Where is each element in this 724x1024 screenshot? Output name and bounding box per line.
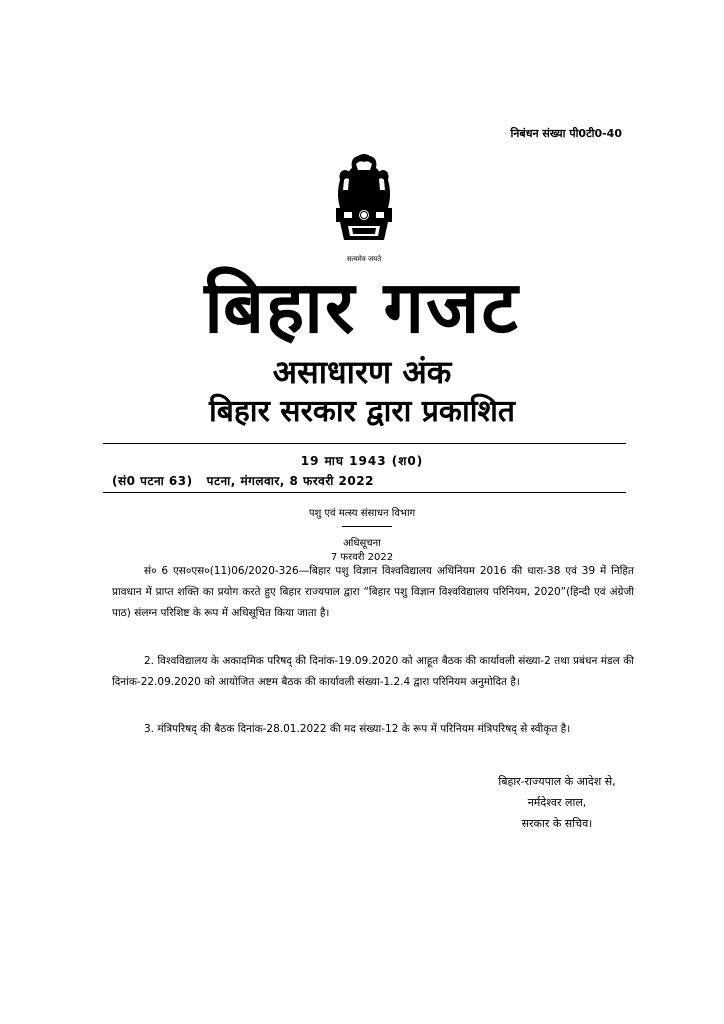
emblem-motto: सत्यमेव जयते (346, 255, 382, 263)
national-emblem (322, 150, 406, 270)
short-divider (342, 526, 392, 527)
lion-capital-icon (322, 150, 406, 258)
issue-number: (सं0 पटना 63) (112, 474, 193, 488)
signature-authority: बिहार-राज्यपाल के आदेश से, (498, 775, 616, 788)
issue-line (112, 472, 388, 489)
gazette-title: बिहार गजट (204, 265, 520, 349)
place-date: पटना, मंगलवार, 8 फरवरी 2022 (206, 474, 374, 488)
divider-top (103, 443, 626, 444)
department-name: पशु एवं मत्स्य संसाधन विभाग (308, 508, 416, 519)
signatory-name: नर्मदेश्वर लाल, (527, 796, 587, 809)
notice-date: 7 फरवरी 2022 (330, 552, 394, 563)
gazette-subtitle: असाधारण अंक (272, 353, 452, 391)
paragraph-3: 3. मंत्रिपरिषद् की बैठक दिनांक-28.01.2022 की मद संख्या-12 के रूप में परिनियम मंत्रिपरिषद् से स्वीकृत है। (144, 723, 571, 735)
registration-number: निबंधन संख्या पी0टी0-40 (510, 127, 622, 140)
signature-block (472, 771, 642, 834)
signatory-designation: सरकार के सचिव। (521, 817, 593, 830)
paragraph-1: सं० 6 एस०एस०(11)06/2020-326—बिहार पशु विज्ञान विश्वविद्यालय अधिनियम 2016 की धारा-38 एवं 39 में निहित प्रावधान में प्राप्त शक्ति का प्रयोग करते हुए बिहार राज्यपाल द्वारा “बिहार पशु विज्ञान विश्वविद्यालय परिनियम, 2020”(हिन्दी एवं अंग्रेजी पाठ) संलग्न परिशिष्ट के रूप में अधिसूचित किया जाता है। (112, 565, 634, 619)
divider-bottom (103, 492, 626, 493)
published-by: बिहार सरकार द्वारा प्रकाशित (208, 394, 516, 429)
paragraph-2: 2. विश्वविद्यालय के अकादमिक परिषद् की दिनांक-19.09.2020 को आहूत बैठक की कार्यावली संख्या-2 तथा प्रबंधन मंडल की दिनांक-22.09.2020 को आयोजित अष्टम बैठक की कार्यावली संख्या-1.2.4 द्वारा परिनियम अनुमोदित है। (112, 655, 634, 688)
saka-date: 19 माघ 1943 (श0) (300, 454, 424, 468)
notice-title: अधिसूचना (343, 538, 381, 549)
